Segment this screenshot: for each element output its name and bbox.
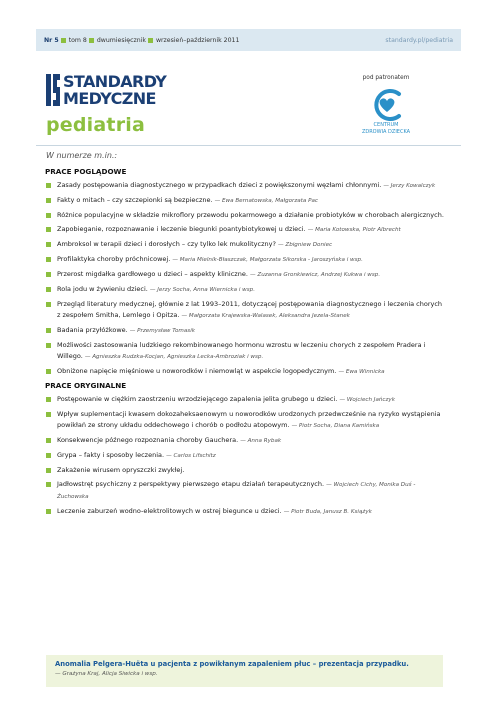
- section-title: PRACE ORYGINALNE: [45, 381, 127, 390]
- list-item[interactable]: [46, 506, 446, 518]
- square-bullet-icon: [46, 482, 51, 487]
- article-authors: — Piotr Buda, Janusz B. Książyk: [283, 509, 372, 515]
- toc-intro: W numerze m.in.:: [46, 151, 118, 160]
- standardy-medyczne-logo: [46, 72, 206, 110]
- list-item[interactable]: [46, 450, 446, 462]
- square-bullet-icon: [46, 468, 51, 473]
- square-bullet-icon: [46, 287, 51, 292]
- article-title: Różnice populacyjne w składzie mikroflory przewodu pokarmowego a działanie probiotyków w chorobach alergicznych.: [57, 211, 444, 219]
- brand-line-1: STANDARDY: [63, 72, 167, 91]
- square-bullet-icon: [46, 328, 51, 333]
- article-title: Leczenie zaburzeń wodno-elektrolitowych w ostrej biegunce u dzieci.: [57, 507, 282, 515]
- article-authors: — Piotr Socha, Diana Kamińska: [291, 423, 380, 429]
- list-item[interactable]: [46, 465, 446, 476]
- article-title: Obniżone napięcie mięśniowe u noworodków i niemowląt w aspekcie logopedycznym.: [57, 367, 337, 375]
- logo-mark-icon: [46, 74, 60, 106]
- article-title: Przerost migdałka gardłowego u dzieci – aspekty kliniczne.: [57, 270, 248, 278]
- list-item[interactable]: [46, 180, 446, 192]
- square-bullet-icon: [46, 412, 51, 417]
- article-authors: — Wojciech Jańczyk: [339, 397, 395, 403]
- article-authors: — Wojciech Cichy, Monika Duś - Żuchowska: [57, 482, 416, 500]
- article-title: Wpływ suplementacji kwasem dokozaheksaenowym u noworodków urodzonych przedwcześnie na ryzyko wystąpienia powikłań ze strony układu oddechowego i chorób o podłożu atopowym.: [57, 410, 441, 429]
- article-title: Zakażenie wirusem opryszczki zwykłej.: [57, 466, 185, 474]
- article-authors: — Jerzy Kowalczyk: [383, 183, 436, 189]
- patron-org-line-2: ZDROWIA DZIECKA: [361, 128, 411, 135]
- article-title: Profilaktyka choroby próchnicowej.: [57, 255, 171, 263]
- square-bullet-icon: [61, 38, 66, 43]
- table-of-contents: [46, 151, 446, 521]
- journal-title: pediatria: [46, 114, 146, 136]
- article-authors: — Zuzanna Gronkiewicz, Andrzej Kukwa i wsp.: [249, 272, 381, 278]
- article-title: Badania przyłóżkowe.: [57, 326, 128, 334]
- list-item[interactable]: [46, 394, 446, 406]
- square-bullet-icon: [46, 227, 51, 232]
- square-bullet-icon: [46, 438, 51, 443]
- square-bullet-icon: [46, 509, 51, 514]
- section-review: [46, 167, 446, 378]
- square-bullet-icon: [148, 38, 153, 43]
- square-bullet-icon: [46, 198, 51, 203]
- square-bullet-icon: [46, 302, 51, 307]
- patron-org-line-1: CENTRUM: [373, 122, 399, 128]
- list-item[interactable]: [46, 409, 446, 432]
- article-authors: — Małgorzata Krajewska-Walasek, Aleksandra Jezela-Stanek: [181, 313, 350, 319]
- article-list: [46, 180, 446, 378]
- volume: tom 8: [68, 36, 87, 44]
- square-bullet-icon: [46, 369, 51, 374]
- patronage-label: pod patronatem: [362, 75, 410, 81]
- article-list: [46, 394, 446, 518]
- article-title: Fakty o mitach – czy szczepionki są bezpieczne.: [57, 196, 213, 204]
- featured-article-authors: — Grażyna Kraj, Alicja Siwicka i wsp.: [55, 671, 158, 677]
- article-title: Grypa – fakty i sposoby leczenia.: [57, 451, 165, 459]
- square-bullet-icon: [46, 183, 51, 188]
- article-title: Zasady postępowania diagnostycznego w przypadkach dzieci z powiększonymi węzłami chłonnymi.: [57, 181, 382, 189]
- section-title: PRACE POGLĄDOWE: [45, 167, 127, 176]
- featured-article[interactable]: [46, 655, 443, 687]
- site-link[interactable]: standardy.pl/pediatria: [385, 36, 453, 44]
- list-item[interactable]: [46, 340, 446, 363]
- list-item[interactable]: [46, 224, 446, 236]
- heart-logo-icon: [367, 88, 407, 122]
- square-bullet-icon: [46, 453, 51, 458]
- article-authors: — Zbigniew Doniec: [277, 242, 333, 248]
- square-bullet-icon: [46, 343, 51, 348]
- article-authors: — Przemysław Tomasik: [129, 328, 196, 334]
- article-authors: — Ewa Bernatowska, Małgorzata Pac: [214, 198, 318, 204]
- issue-info-bar: [36, 29, 461, 51]
- article-title: Rola jodu w żywieniu dzieci.: [57, 285, 148, 293]
- article-authors: — Carlos Lifschitz: [166, 453, 216, 459]
- frequency: dwumiesięcznik: [96, 36, 146, 44]
- article-authors: — Ewa Winnicka: [338, 369, 385, 375]
- square-bullet-icon: [46, 242, 51, 247]
- article-title: Możliwości zastosowania ludzkiego rekombinowanego hormonu wzrostu w leczeniu chorych z zespołem Pradera i Willego.: [57, 341, 426, 360]
- article-authors: — Jerzy Socha, Anna Wiernicka i wsp.: [149, 287, 255, 293]
- list-item[interactable]: [46, 325, 446, 337]
- article-title: Zapobieganie, rozpoznawanie i leczenie biegunki poantybiotykowej u dzieci.: [57, 225, 306, 233]
- patron-org-name: [352, 122, 420, 135]
- article-authors: — Maria Kotowska, Piotr Albrecht: [307, 227, 401, 233]
- list-item[interactable]: [46, 269, 446, 281]
- article-title: Jadłowstręt psychiczny z perspektywy pierwszego etapu działań terapeutycznych.: [57, 480, 325, 488]
- issue-date: wrzesień–październik 2011: [155, 36, 240, 44]
- square-bullet-icon: [46, 213, 51, 218]
- list-item[interactable]: [46, 479, 446, 503]
- issue-number: Nr 5: [44, 36, 59, 44]
- list-item[interactable]: [46, 210, 446, 221]
- list-item[interactable]: [46, 254, 446, 266]
- list-item[interactable]: [46, 299, 446, 322]
- article-title: Postępowanie w ciężkim zaostrzeniu wrzodziejącego zapalenia jelita grubego u dzieci.: [57, 395, 338, 403]
- section-original: [46, 381, 446, 518]
- article-title: Konsekwencje późnego rozpoznania choroby Gauchera.: [57, 436, 239, 444]
- article-authors: — Anna Rybak: [240, 438, 282, 444]
- square-bullet-icon: [46, 272, 51, 277]
- article-authors: — Agnieszka Rudzka-Kocjan, Agnieszka Lecka-Ambroziak i wsp.: [84, 354, 264, 360]
- list-item[interactable]: [46, 239, 446, 251]
- square-bullet-icon: [46, 257, 51, 262]
- list-item[interactable]: [46, 366, 446, 378]
- article-title: Przegląd literatury medycznej, głównie z lat 1993–2011, dotyczącej postępowania diagnostycznego i leczenia chorych z zespołem Smitha, Lemlego i Opitza.: [57, 300, 443, 319]
- list-item[interactable]: [46, 195, 446, 207]
- square-bullet-icon: [89, 38, 94, 43]
- square-bullet-icon: [46, 397, 51, 402]
- featured-article-title[interactable]: Anomalia Pelgera-Huëta u pacjenta z powikłanym zapaleniem płuc – prezentacja przypadku.: [55, 660, 409, 668]
- list-item[interactable]: [46, 435, 446, 447]
- article-title: Ambroksol w terapii dzieci i dorosłych – czy tylko lek mukolityczny?: [57, 240, 276, 248]
- header-divider: [36, 145, 461, 146]
- list-item[interactable]: [46, 284, 446, 296]
- article-authors: — Maria Mielnik-Błaszczak, Małgorzata Sikorska - Jaroszyńska i wsp.: [172, 257, 363, 263]
- brand-line-2: MEDYCZNE: [63, 89, 156, 108]
